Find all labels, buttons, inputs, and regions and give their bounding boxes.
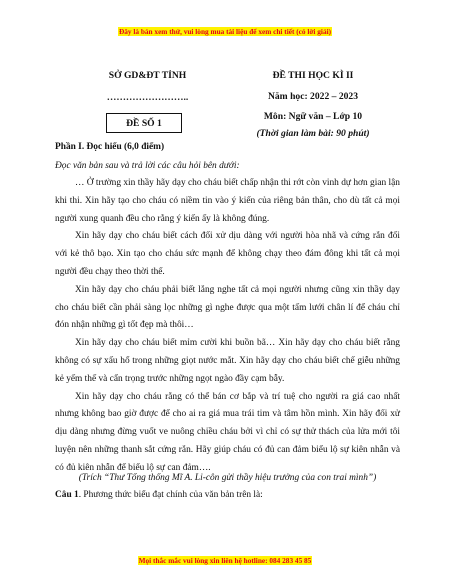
exam-title: ĐỀ THI HỌC KÌ II (272, 70, 354, 81)
preview-notice-text: Đây là bản xem thử, vui lòng mua tài liệu để xem chi tiết (có lời giải) (118, 27, 332, 36)
part1-heading: Phần I. Đọc hiểu (6,0 điểm) (55, 142, 165, 152)
department-name: SỞ GD&ĐT TỈNH (108, 70, 187, 81)
question-1 (55, 487, 400, 505)
passage-paragraph: … Ở trường xin thầy hãy dạy cho cháu biết chấp nhận thi rớt còn vinh dự hơn gian lận khi thi. Xin hãy tạo cho cháu có niềm tin vào ý kiến của riêng bản thân, cho dù tất cả mọi người xung quanh đều cho rằng ý kiến ấy là không đúng. (55, 178, 400, 224)
subject-line: Môn: Ngữ văn – Lớp 10 (263, 111, 363, 122)
school-year: Năm học: 2022 – 2023 (267, 91, 359, 102)
passage-paragraph: Xin hãy dạy cho cháu biết cách đối xử dịu dàng với người hòa nhã và cứng rắn đối với kẻ thô bạo. Xin tạo cho cháu sức mạnh để không chạy theo đám đông khi tất cả mọi người đều chạy theo thời thế. (55, 231, 400, 277)
question-label: Câu 1 (55, 490, 79, 500)
passage-citation: (Trích “Thư Tổng thống Mĩ A. Li-côn gửi thầy hiệu trưởng của con trai mình”) (78, 473, 377, 483)
exam-duration: (Thời gian làm bài: 90 phút) (256, 128, 370, 139)
passage-paragraph: Xin hãy dạy cho cháu phải biết lắng nghe tất cả mọi người nhưng cũng xin thầy dạy cho cháu biết cần phải sàng lọc những gì nghe được qua một tấm lưới chân lí để cháu chỉ đón nhận những gì tốt đẹp mà thôi… (55, 284, 400, 331)
school-placeholder-dots: …………………….. (106, 92, 189, 103)
passage-paragraph: Xin hãy dạy cho cháu biết mỉm cười khi buồn bã… Xin hãy dạy cho cháu biết rằng không có sự xấu hổ trong những giọt nước mắt. Xin hãy dạy cho cháu biết chế giễu những kẻ yếm thế và cẩn trọng trước những ngọt ngào đầy cạm bẫy. (55, 338, 400, 384)
question-text: . Phương thức biểu đạt chính của văn bản trên là: (78, 490, 263, 500)
hotline-banner (0, 556, 450, 565)
hotline-text: Mọi thắc mắc vui lòng xin liên hệ hotline: 084 283 45 85 (138, 556, 312, 565)
reading-instruction: Đọc văn bản sau và trả lời các câu hỏi bên dưới: (55, 161, 240, 171)
passage-paragraph: Xin hãy dạy cho cháu rằng có thể bán cơ bắp và trí tuệ cho người ra giá cao nhất nhưng không bao giờ được để cho ai ra giá mua trái tim và tâm hồn mình. Xin hãy đối xử dịu dàng nhưng đừng vuốt ve nuông chiều cháu bởi vì chỉ có sự thử thách của lửa mới tôi luyện nên những thanh sắt cứng rắn. Hãy giúp cháu có đủ can đảm biểu lộ sự kiên nhẫn và có đủ kiên nhẫn để biểu lộ sự can đảm…. (55, 391, 400, 473)
preview-notice-banner (0, 27, 450, 36)
reading-passage (55, 175, 400, 478)
exam-code-box: ĐỀ SỐ 1 (106, 113, 182, 133)
